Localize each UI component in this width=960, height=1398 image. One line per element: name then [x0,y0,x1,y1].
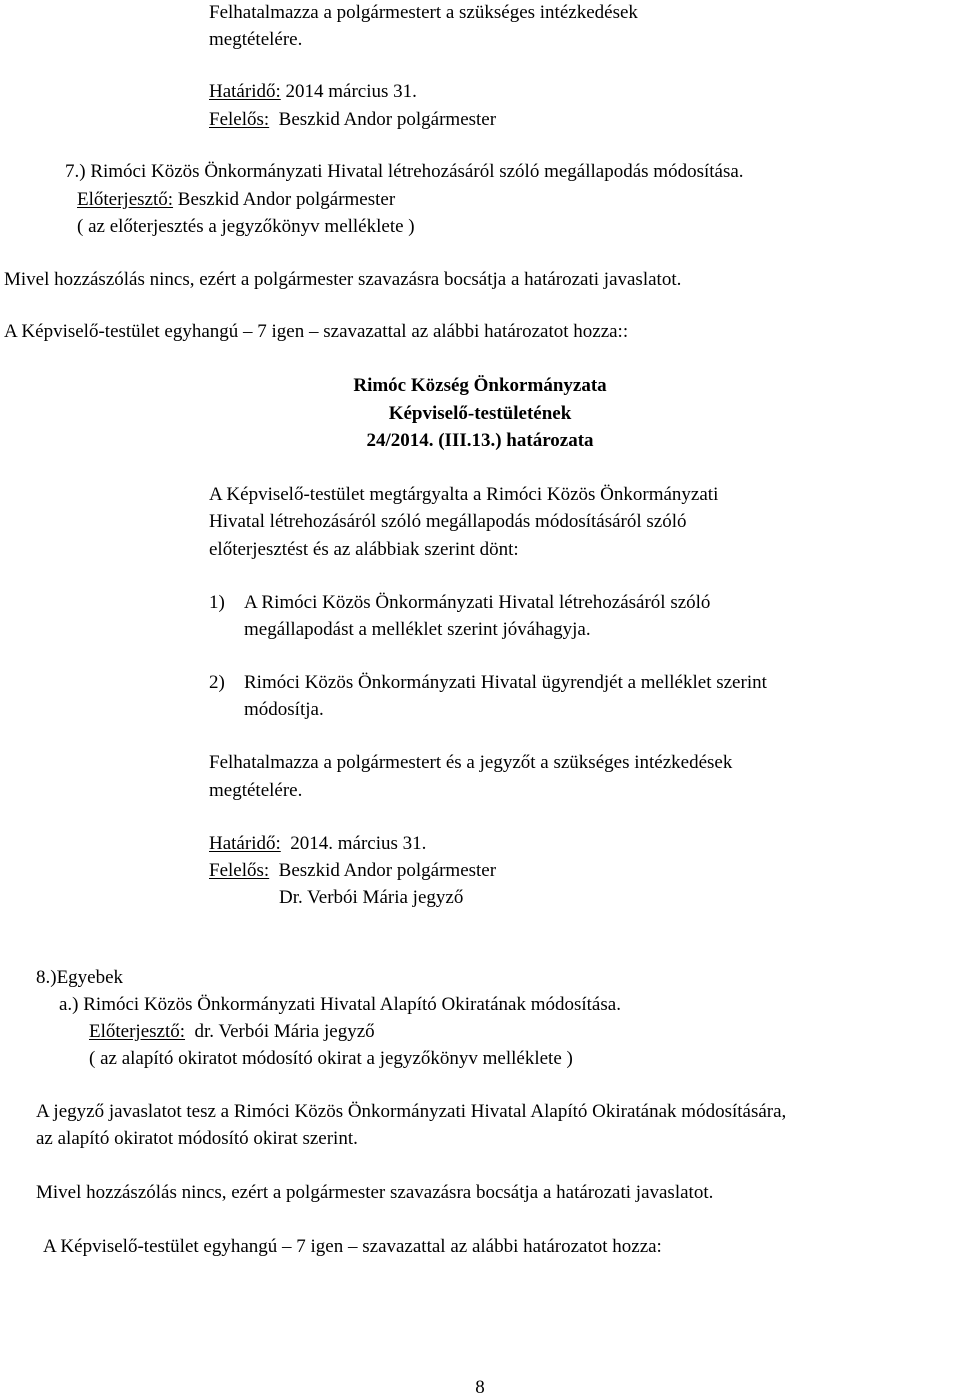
resolution-responsible-line-2: Dr. Verbói Mária jegyző [279,887,464,908]
presenter-value: dr. Verbói Mária jegyző [185,1021,375,1042]
item8-no-comment: Mivel hozzászólás nincs, ezért a polgármester szavazásra bocsátja a határozati javaslatot. [36,1182,714,1203]
responsible-value: Beszkid Andor polgármester [269,109,497,130]
responsible-line [209,110,496,129]
deadline-value: 2014 március 31. [280,81,417,102]
item8-proposal-2: az alapító okiratot módosító okirat szerint. [36,1128,358,1149]
deadline-label: Határidő: [209,833,281,854]
resolution-intro-3: előterjesztést és az alábbiak szerint dönt: [209,539,519,560]
item8-proposal-1: A jegyző javaslatot tesz a Rimóci Közös Önkormányzati Hivatal Alapító Okiratának módosítására, [36,1101,787,1122]
item8-vote: A Képviselő-testület egyhangú – 7 igen – szavazattal az alábbi határozatot hozza: [43,1236,662,1257]
item7-title: 7.) Rimóci Közös Önkormányzati Hivatal létrehozásáról szóló megállapodás módosítása. [65,161,744,182]
item7-no-comment: Mivel hozzászólás nincs, ezért a polgármester szavazásra bocsátja a határozati javaslatot. [4,269,682,290]
point-text: A Rimóci Közös Önkormányzati Hivatal létrehozásáról szóló [244,592,711,613]
resolution-point-2 [209,673,767,692]
authorize-line-2: megtételére. [209,29,303,50]
item7-presenter-line [77,190,395,209]
item8-presenter-line [89,1022,375,1041]
resolution-heading-1: Rimóc Község Önkormányzata [353,375,607,396]
resolution-authorize-2: megtételére. [209,780,303,801]
resolution-point-2-cont: módosítja. [244,699,324,720]
responsible-label: Felelős: [209,109,270,130]
resolution-responsible-line [209,861,496,880]
page-number: 8 [475,1377,485,1398]
item8-attachment-note: ( az alapító okiratot módosító okirat a jegyzőkönyv melléklete ) [89,1048,573,1069]
resolution-intro-2: Hivatal létrehozásáról szóló megállapodás módosításáról szóló [209,511,687,532]
point-number: 1) [209,592,225,613]
item7-attachment-note: ( az előterjesztés a jegyzőkönyv melléklete ) [77,216,415,237]
deadline-line [209,82,417,101]
resolution-deadline-line [209,834,426,853]
authorize-line-1: Felhatalmazza a polgármestert a szükséges intézkedések [209,2,638,23]
point-number: 2) [209,672,225,693]
resolution-point-1-cont: megállapodást a melléklet szerint jóváhagyja. [244,619,591,640]
responsible-label: Felelős: [209,860,270,881]
presenter-label: Előterjesztő: [89,1021,186,1042]
resolution-heading-2: Képviselő-testületének [388,403,572,424]
resolution-intro-1: A Képviselő-testület megtárgyalta a Rimóci Közös Önkormányzati [209,484,719,505]
presenter-value: Beszkid Andor polgármester [173,189,396,210]
presenter-label: Előterjesztő: [77,189,174,210]
resolution-authorize-1: Felhatalmazza a polgármestert és a jegyzőt a szükséges intézkedések [209,752,733,773]
resolution-point-1 [209,593,710,612]
responsible-value: Beszkid Andor polgármester [269,860,497,881]
item8-sub-a: a.) Rimóci Közös Önkormányzati Hivatal Alapító Okiratának módosítása. [59,994,621,1015]
deadline-label: Határidő: [209,81,281,102]
point-text: Rimóci Közös Önkormányzati Hivatal ügyrendjét a melléklet szerint [244,672,767,693]
deadline-value: 2014. március 31. [280,833,427,854]
item7-vote: A Képviselő-testület egyhangú – 7 igen – szavazattal az alábbi határozatot hozza:: [4,321,629,342]
resolution-heading-3: 24/2014. (III.13.) határozata [366,430,594,451]
item8-title: 8.)Egyebek [36,967,124,988]
